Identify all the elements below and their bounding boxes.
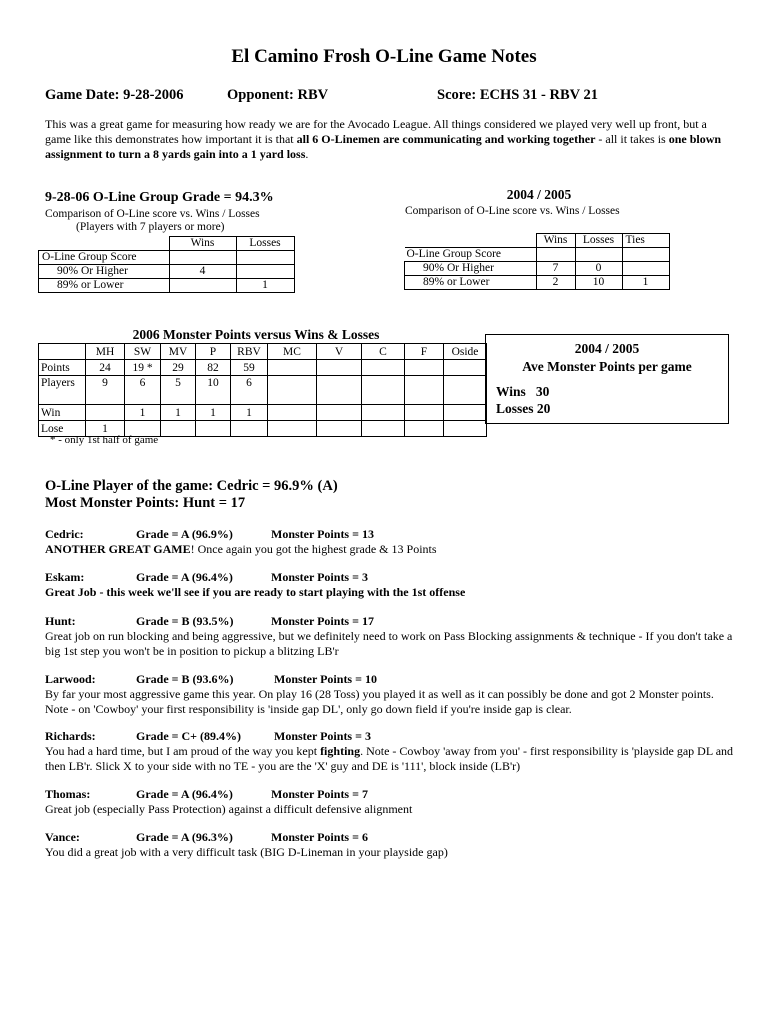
box-title: 2004 / 2005 <box>574 341 640 356</box>
row-label: Points <box>39 360 86 376</box>
table-header: F <box>405 344 444 360</box>
group-grade-table <box>38 236 295 293</box>
table-cell: 4 <box>169 265 236 279</box>
table-header: Losses <box>236 237 294 251</box>
table-cell <box>575 248 622 262</box>
table-corner <box>39 237 170 251</box>
table-cell: 59 <box>231 360 268 376</box>
table-cell <box>362 421 405 437</box>
score: Score: ECHS 31 - RBV 21 <box>437 87 598 103</box>
player-grade: Grade = C+ (89.4%) <box>136 729 241 743</box>
table-header-row <box>405 234 670 248</box>
group-grade-subtitle-2: (Players with 7 players or more) <box>76 221 225 233</box>
intro-bold-1: all 6 O-Linemen are communicating and working together <box>296 132 596 146</box>
player-grade: Grade = A (96.4%) <box>136 570 233 584</box>
table-header-row <box>39 344 487 360</box>
table-cell <box>86 405 125 421</box>
table-cell: 1 <box>196 405 231 421</box>
table-header: Losses <box>575 234 622 248</box>
table-row <box>39 279 295 293</box>
table-header: Wins <box>536 234 575 248</box>
table-cell <box>622 262 669 276</box>
group-grade-subtitle: Comparison of O-Line score vs. Wins / Losses <box>45 208 260 220</box>
player-note <box>45 729 735 774</box>
table-cell <box>268 376 317 405</box>
intro-bold-2: one blown assignment to turn a 8 yards gain into a 1 yard loss <box>45 132 722 161</box>
table-row <box>39 265 295 279</box>
table-cell <box>268 405 317 421</box>
player-note-text: You did a great job with a very difficult task (BIG D-Lineman in your playside gap) <box>45 845 448 859</box>
table-cell <box>317 376 362 405</box>
player-name: Hunt: <box>45 614 76 628</box>
player-note-bold: Great Job - this week we'll see if you are ready to start playing with the 1st offense <box>45 585 466 599</box>
player-monster-points: Monster Points = 6 <box>271 830 368 844</box>
table-cell <box>362 360 405 376</box>
player-monster-points: Monster Points = 17 <box>271 614 374 628</box>
table-cell <box>405 376 444 405</box>
table-cell <box>444 360 487 376</box>
player-name: Cedric: <box>45 527 84 541</box>
table-corner <box>405 234 537 248</box>
table-header: MV <box>161 344 196 360</box>
table-cell <box>405 421 444 437</box>
table-row <box>39 360 487 376</box>
footnote: * - only 1st half of game <box>50 434 159 446</box>
player-note <box>45 787 735 817</box>
table-header-row <box>39 237 295 251</box>
table-cell <box>444 376 487 405</box>
player-note-text: You had a hard time, but I am proud of the way you kept <box>45 744 321 758</box>
box-losses: Losses 20 <box>496 401 551 416</box>
player-name: Eskam: <box>45 570 85 584</box>
table-cell <box>236 265 294 279</box>
row-label: Win <box>39 405 86 421</box>
player-grade: Grade = A (96.3%) <box>136 830 233 844</box>
most-monster-points: Most Monster Points: Hunt = 17 <box>45 495 246 511</box>
row-label: Players <box>39 376 86 405</box>
table-cell: 0 <box>575 262 622 276</box>
row-label: Lose <box>39 421 86 437</box>
avg-monster-points-box <box>485 334 729 424</box>
table-cell: 7 <box>536 262 575 276</box>
table-row <box>39 251 295 265</box>
monster-points-table <box>38 343 487 437</box>
potg-line: O-Line Player of the game: Cedric = 96.9% (A) <box>45 478 338 494</box>
table-cell <box>317 421 362 437</box>
table-corner <box>39 344 86 360</box>
box-subtitle: Ave Monster Points per game <box>522 359 692 374</box>
y0405-subtitle: Comparison of O-Line score vs. Wins / Losses <box>405 205 620 217</box>
table-header: P <box>196 344 231 360</box>
player-monster-points: Monster Points = 13 <box>271 527 374 541</box>
table-row <box>39 376 487 405</box>
table-cell: 5 <box>161 376 196 405</box>
row-label: 90% Or Higher <box>405 262 537 276</box>
table-cell: 1 <box>161 405 196 421</box>
table-header: Ties <box>622 234 669 248</box>
table-cell <box>536 248 575 262</box>
table-cell <box>362 405 405 421</box>
y0405-table <box>404 233 670 290</box>
table-cell: 82 <box>196 360 231 376</box>
player-name: Richards: <box>45 729 96 743</box>
table-cell <box>161 421 196 437</box>
table-cell <box>268 360 317 376</box>
row-label: 90% Or Higher <box>39 265 170 279</box>
row-label: O-Line Group Score <box>405 248 537 262</box>
player-note-text: Great job on run blocking and being aggressive, but we definitely need to work on Pass Blocking assignments & technique - If you don't take a big 1st step you won't be in position to pickup a blitzing LB'r <box>45 629 733 658</box>
table-cell: 1 <box>86 421 125 437</box>
player-note <box>45 570 735 600</box>
table-cell: 19 * <box>125 360 161 376</box>
opponent: Opponent: RBV <box>227 87 329 103</box>
table-cell: 1 <box>236 279 294 293</box>
intro-text-1: This was a great game for measuring how ready we are for the Avocado League. All things considered we played very well up front, but a game like this demonstrates how important it is that <box>45 117 707 146</box>
table-cell <box>444 421 487 437</box>
table-cell: 1 <box>125 405 161 421</box>
table-cell: 6 <box>125 376 161 405</box>
table-row <box>39 405 487 421</box>
player-grade: Grade = B (93.6%) <box>136 672 234 686</box>
table-cell <box>405 360 444 376</box>
player-grade: Grade = A (96.4%) <box>136 787 233 801</box>
player-grade: Grade = B (93.5%) <box>136 614 234 628</box>
document-title: El Camino Frosh O-Line Game Notes <box>231 46 537 67</box>
table-header: Wins <box>169 237 236 251</box>
table-cell <box>622 248 669 262</box>
table-row <box>405 276 670 290</box>
table-header: C <box>362 344 405 360</box>
table-row <box>405 248 670 262</box>
y0405-title: 2004 / 2005 <box>506 187 572 202</box>
table-cell <box>169 251 236 265</box>
table-cell <box>317 405 362 421</box>
player-monster-points: Monster Points = 10 <box>274 672 377 686</box>
player-note <box>45 830 735 860</box>
monster-points-title: 2006 Monster Points versus Wins & Losses <box>132 327 380 342</box>
player-note-text: Great job (especially Pass Protection) against a difficult defensive alignment <box>45 802 413 816</box>
row-label: 89% or Lower <box>405 276 537 290</box>
table-cell <box>405 405 444 421</box>
player-monster-points: Monster Points = 7 <box>271 787 368 801</box>
player-name: Vance: <box>45 830 80 844</box>
table-cell: 24 <box>86 360 125 376</box>
table-row <box>405 262 670 276</box>
player-monster-points: Monster Points = 3 <box>271 570 368 584</box>
table-cell: 10 <box>575 276 622 290</box>
table-cell: 6 <box>231 376 268 405</box>
table-cell <box>444 405 487 421</box>
table-cell <box>196 421 231 437</box>
table-header: V <box>317 344 362 360</box>
group-grade-title: 9-28-06 O-Line Group Grade = 94.3% <box>45 190 274 205</box>
player-note-bold: ANOTHER GREAT GAME <box>45 542 191 556</box>
row-label: 89% or Lower <box>39 279 170 293</box>
table-cell <box>268 421 317 437</box>
table-cell <box>169 279 236 293</box>
table-header: MH <box>86 344 125 360</box>
player-name: Thomas: <box>45 787 91 801</box>
player-note-bold: fighting <box>320 744 361 758</box>
player-grade: Grade = A (96.9%) <box>136 527 233 541</box>
table-cell: 1 <box>231 405 268 421</box>
intro-text-3: . <box>305 147 309 161</box>
table-cell: 29 <box>161 360 196 376</box>
player-name: Larwood: <box>45 672 96 686</box>
table-cell: 2 <box>536 276 575 290</box>
player-note <box>45 672 735 717</box>
player-note <box>45 614 735 659</box>
table-header: Oside <box>444 344 487 360</box>
player-note-text: . Note - Cowboy 'away from you' - first responsibility is 'playside gap DL and then LB'r. Slick X to your side with no TE - you are the 'X' guy and DE is '111', block inside (LB'r) <box>45 744 734 773</box>
player-note-text: ! Once again you got the highest grade & 13 Points <box>190 542 437 556</box>
player-note <box>45 527 735 557</box>
table-header: RBV <box>231 344 268 360</box>
table-cell: 9 <box>86 376 125 405</box>
table-cell <box>231 421 268 437</box>
player-note-text: By far your most aggressive game this year. On play 16 (28 Toss) you played it as well as it can possibly be done and got 2 Monster points. Note - on 'Cowboy' your first responsibility is 'inside gap DL', only go down field if you're inside gap is clear. <box>45 687 714 716</box>
table-cell <box>362 376 405 405</box>
table-header: SW <box>125 344 161 360</box>
box-wins: Wins 30 <box>496 384 550 399</box>
player-monster-points: Monster Points = 3 <box>274 729 371 743</box>
table-cell <box>236 251 294 265</box>
table-cell: 1 <box>622 276 669 290</box>
player-of-the-game <box>45 478 338 512</box>
table-header: MC <box>268 344 317 360</box>
intro-paragraph <box>45 117 725 162</box>
row-label: O-Line Group Score <box>39 251 170 265</box>
intro-text-2: - all it takes is <box>595 132 669 146</box>
game-date: Game Date: 9-28-2006 <box>45 87 184 103</box>
table-cell: 10 <box>196 376 231 405</box>
table-cell <box>317 360 362 376</box>
